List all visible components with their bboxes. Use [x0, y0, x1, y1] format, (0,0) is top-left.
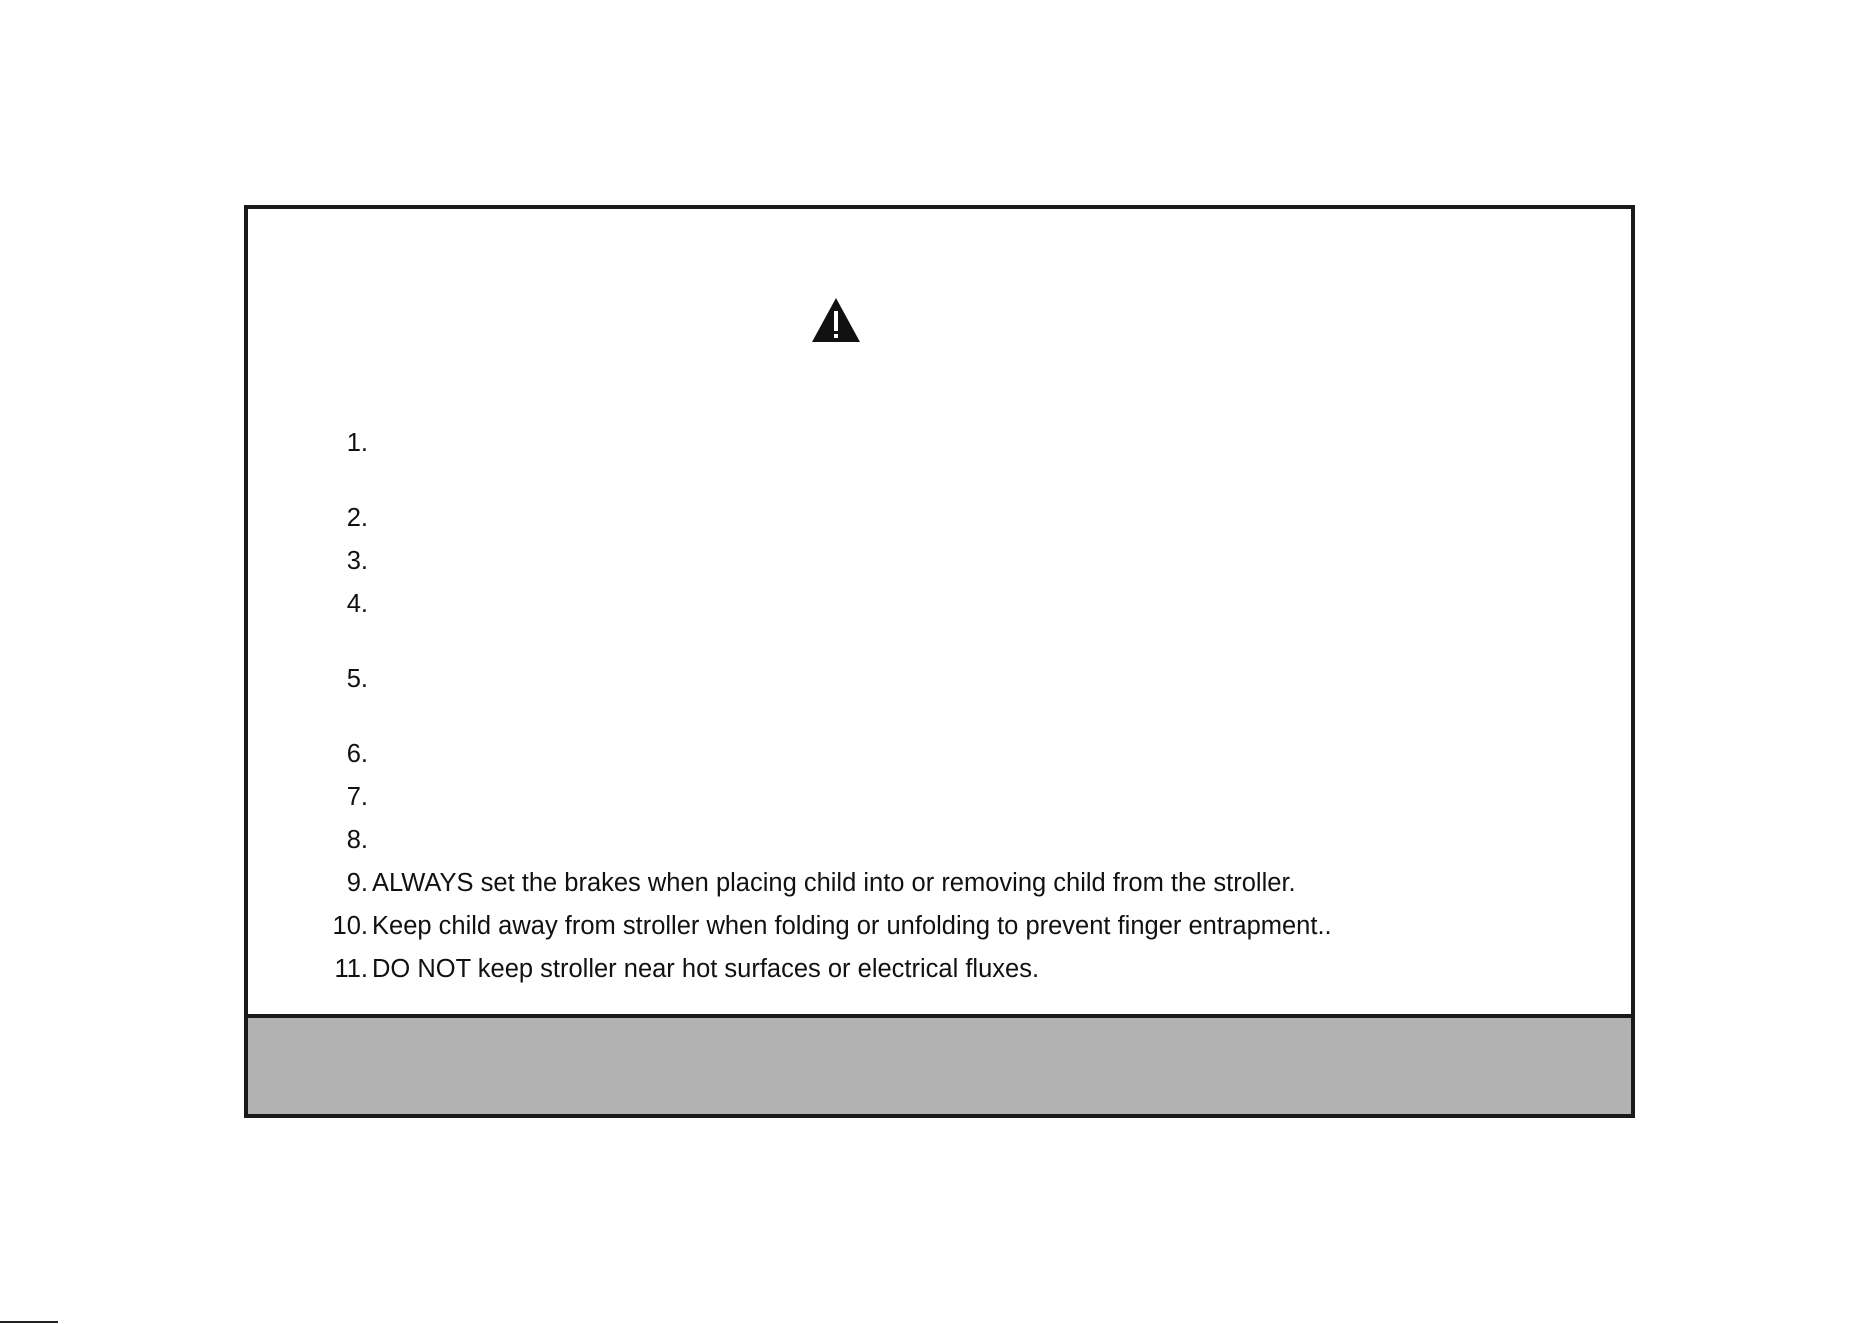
item-number: 10. — [332, 912, 368, 940]
footer-bar — [248, 1014, 1631, 1114]
warning-box — [244, 205, 1635, 1118]
corner-crop-mark — [0, 1321, 58, 1323]
item-text: Keep child away from stroller when folding or unfolding to prevent finger entrapment.. — [372, 912, 1332, 940]
item-number: 6. — [346, 740, 368, 768]
item-number: 11. — [334, 955, 368, 983]
item-text: ALWAYS set the brakes when placing child into or removing child from the stroller. — [372, 869, 1296, 897]
item-number: 4. — [346, 590, 368, 618]
item-number: 5. — [346, 665, 368, 693]
item-text: DO NOT keep stroller near hot surfaces or electrical fluxes. — [372, 955, 1040, 983]
warning-list — [248, 209, 1631, 1114]
item-number: 3. — [346, 547, 368, 575]
item-number: 1. — [346, 429, 368, 457]
item-number: 2. — [346, 504, 368, 532]
item-number: 7. — [346, 783, 368, 811]
item-number: 9. — [346, 869, 368, 897]
item-number: 8. — [346, 826, 368, 854]
